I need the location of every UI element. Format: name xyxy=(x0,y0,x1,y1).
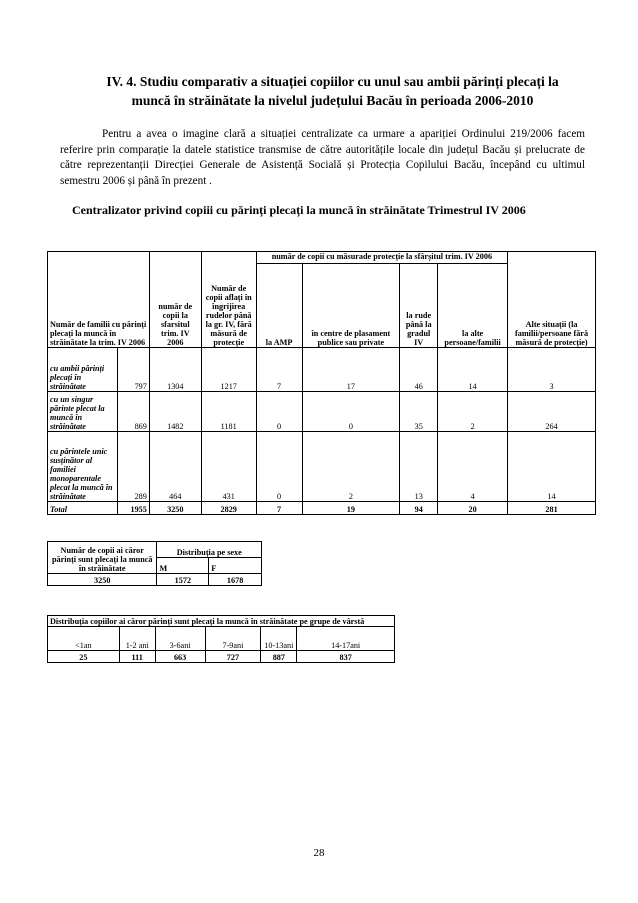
cell-other-situations: 3 xyxy=(508,348,596,392)
cell-centers: 0 xyxy=(302,392,400,432)
header-centers: în centre de plasament publice sau private xyxy=(302,264,400,348)
age-group-value: 111 xyxy=(119,651,155,663)
header-other-persons: la alte persoane/familii xyxy=(438,264,508,348)
total-care: 2829 xyxy=(201,502,256,515)
cell-amp: 0 xyxy=(256,432,302,502)
cell-female-count: 1678 xyxy=(209,574,262,586)
age-group-header: 3-6ani xyxy=(155,627,205,651)
header-female: F xyxy=(209,558,262,574)
header-other-situations: Alte situații (la familii/persoane fără măsură de protecție) xyxy=(508,252,596,348)
cell-amp: 7 xyxy=(256,348,302,392)
header-children-abroad: Număr de copii ai căror părinți sunt plecați la muncă în străinătate xyxy=(48,542,157,574)
cell-others: 14 xyxy=(438,348,508,392)
header-protection-group: număr de copii cu măsurade protecție la sfârșitul trim. IV 2006 xyxy=(256,252,507,264)
header-amp: la AMP xyxy=(256,264,302,348)
age-group-value: 887 xyxy=(261,651,297,663)
cell-other-situations: 14 xyxy=(508,432,596,502)
cell-children: 1482 xyxy=(149,392,201,432)
cell-children: 1304 xyxy=(149,348,201,392)
cell-other-situations: 264 xyxy=(508,392,596,432)
header-gender-distribution: Distribuția pe sexe xyxy=(157,542,262,558)
age-group-value: 837 xyxy=(297,651,395,663)
age-table-title: Distribuția copiilor ai căror părinți sunt plecați la muncă în străinătate pe grupe de vârstă xyxy=(48,616,395,627)
total-relatives: 94 xyxy=(400,502,438,515)
age-group-header: 1-2 ani xyxy=(119,627,155,651)
header-relatives-care: Număr de copii aflați în îngrijirea rudelor până la gr. IV, fără măsură de protecție xyxy=(201,252,256,348)
row-label: cu un singur părinte plecat la muncă în străinătate xyxy=(48,392,118,432)
age-group-value: 663 xyxy=(155,651,205,663)
cell-male-count: 1572 xyxy=(157,574,209,586)
cell-families: 289 xyxy=(117,432,149,502)
table-row xyxy=(48,392,596,432)
cell-relatives: 46 xyxy=(400,348,438,392)
centralizer-table xyxy=(47,251,596,515)
age-group-value: 25 xyxy=(48,651,120,663)
gender-distribution-table xyxy=(47,541,262,586)
intro-text: Pentru a avea o imagine clară a situației centralizate ca urmare a apariției Ordinului 219/2006 facem referire prin comparație la datele statistice transmise de către autoritățile locale din județul Bacău și prelucrate de către reprezentanții Direcției Generale de Asistență Socială și Protecția Copilului Bacău, începând cu ultimul semestru 2006 și până în prezent . xyxy=(60,128,585,187)
heading-line-1: IV. 4. Studiu comparativ a situației copiilor cu unul sau ambii părinți plecați la xyxy=(106,74,559,89)
header-families: Număr de familii cu părinți plecați la muncă în străinătate la trim. IV 2006 xyxy=(48,252,150,348)
page-number: 28 xyxy=(313,847,325,859)
cell-children: 464 xyxy=(149,432,201,502)
table-row xyxy=(48,348,596,392)
cell-families: 797 xyxy=(117,348,149,392)
age-distribution-table xyxy=(47,615,395,663)
row-label: cu ambii părinți plecați în străinătate xyxy=(48,348,118,392)
cell-centers: 2 xyxy=(302,432,400,502)
cell-centers: 17 xyxy=(302,348,400,392)
total-label: Total xyxy=(48,502,118,515)
cell-others: 2 xyxy=(438,392,508,432)
cell-relatives: 13 xyxy=(400,432,438,502)
section-heading xyxy=(60,72,605,110)
total-centers: 19 xyxy=(302,502,400,515)
cell-care: 431 xyxy=(201,432,256,502)
age-group-header: 10-13ani xyxy=(261,627,297,651)
cell-care: 1181 xyxy=(201,392,256,432)
cell-families: 869 xyxy=(117,392,149,432)
total-other-situations: 281 xyxy=(508,502,596,515)
cell-others: 4 xyxy=(438,432,508,502)
total-children: 3250 xyxy=(149,502,201,515)
cell-total-children: 3250 xyxy=(48,574,157,586)
heading-line-2: muncă în străinătate la nivelul județului Bacău în perioada 2006-2010 xyxy=(131,93,534,108)
cell-amp: 0 xyxy=(256,392,302,432)
age-group-header: 14-17ani xyxy=(297,627,395,651)
total-row xyxy=(48,502,596,515)
total-others: 20 xyxy=(438,502,508,515)
cell-relatives: 35 xyxy=(400,392,438,432)
table-row xyxy=(48,432,596,502)
total-amp: 7 xyxy=(256,502,302,515)
header-children: număr de copii la sfarsitul trim. IV 2006 xyxy=(149,252,201,348)
row-label: cu părintele unic susținător al familiei monoparentale plecat la muncă în străinătate xyxy=(48,432,118,502)
intro-paragraph xyxy=(60,127,585,189)
cell-care: 1217 xyxy=(201,348,256,392)
header-relatives: la rude până la gradul IV xyxy=(400,264,438,348)
age-group-value: 727 xyxy=(205,651,261,663)
age-group-header: <1an xyxy=(48,627,120,651)
total-families: 1955 xyxy=(117,502,149,515)
table-title: Centralizator privind copiii cu părinți plecați la muncă în străinătate Trimestrul IV 2006 xyxy=(72,203,526,217)
age-group-header: 7-9ani xyxy=(205,627,261,651)
header-male: M xyxy=(157,558,209,574)
